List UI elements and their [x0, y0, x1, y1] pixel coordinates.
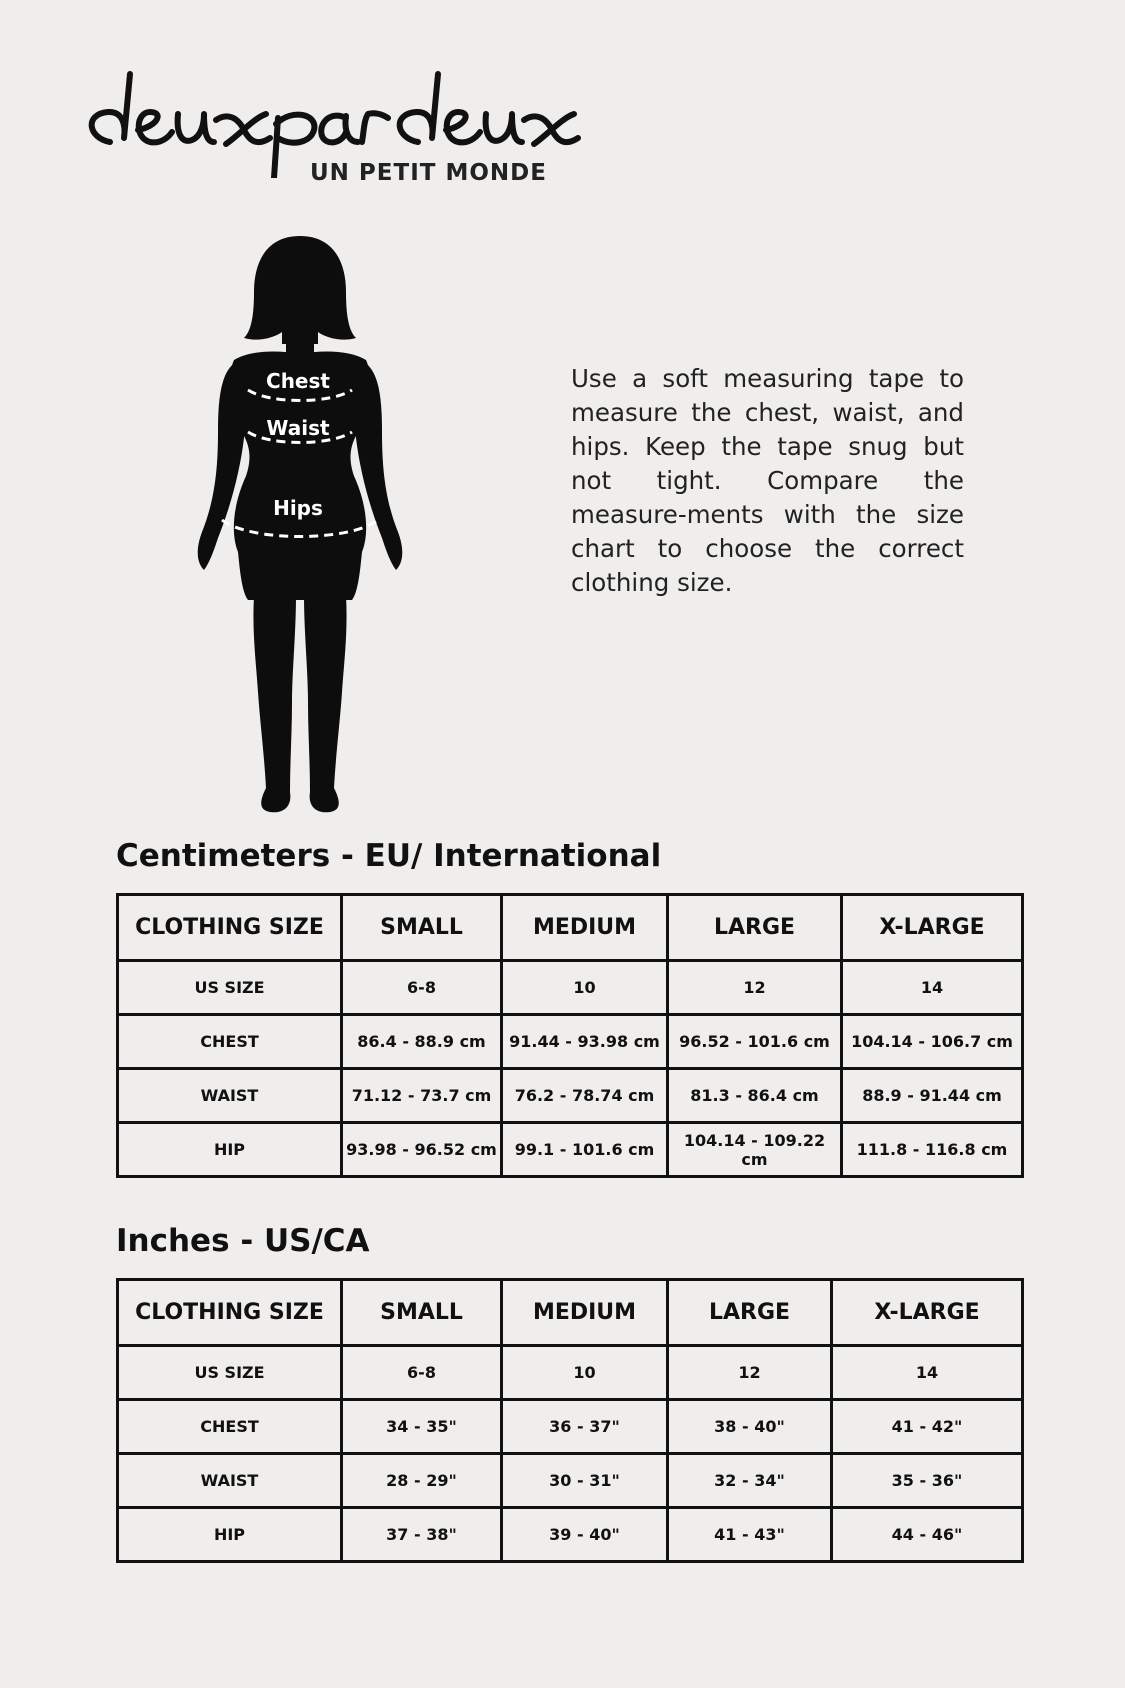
table-cell: 12 — [668, 1346, 832, 1400]
table-row — [118, 961, 1023, 1015]
header-cell: MEDIUM — [502, 895, 668, 961]
body-measurement-figure — [190, 232, 410, 817]
table-cell: 36 - 37" — [502, 1400, 668, 1454]
header-cell: MEDIUM — [502, 1280, 668, 1346]
table-cell: 10 — [502, 961, 668, 1015]
measuring-instructions: Use a soft measuring tape to measure the chest, waist, and hips. Keep the tape snug but not tight. Compare the measure-ments with the size chart to choose the correct clothing size. — [571, 364, 964, 597]
header-cell: X-LARGE — [842, 895, 1023, 961]
row-header-cell: WAIST — [118, 1454, 342, 1508]
table-cell: 35 - 36" — [832, 1454, 1023, 1508]
size-table-centimeters — [116, 893, 1024, 1178]
table-cell: 14 — [842, 961, 1023, 1015]
row-header-cell: US SIZE — [118, 961, 342, 1015]
table-row — [118, 1454, 1023, 1508]
header-cell: LARGE — [668, 1280, 832, 1346]
row-header-cell: US SIZE — [118, 1346, 342, 1400]
table-cell: 111.8 - 116.8 cm — [842, 1123, 1023, 1177]
table-cell: 30 - 31" — [502, 1454, 668, 1508]
table-cell: 44 - 46" — [832, 1508, 1023, 1562]
table-cell: 71.12 - 73.7 cm — [342, 1069, 502, 1123]
table-cell: 28 - 29" — [342, 1454, 502, 1508]
table-cell: 39 - 40" — [502, 1508, 668, 1562]
row-header-cell: HIP — [118, 1508, 342, 1562]
table-cell: 32 - 34" — [668, 1454, 832, 1508]
header-cell: CLOTHING SIZE — [118, 1280, 342, 1346]
table-cell: 86.4 - 88.9 cm — [342, 1015, 502, 1069]
table-cell: 104.14 - 109.22 cm — [668, 1123, 842, 1177]
table-header-row — [118, 895, 1023, 961]
chest-label: Chest — [266, 369, 330, 393]
header-cell: SMALL — [342, 1280, 502, 1346]
waist-label: Waist — [266, 416, 330, 440]
table-cell: 6-8 — [342, 1346, 502, 1400]
table-row — [118, 1123, 1023, 1177]
table-cell: 41 - 43" — [668, 1508, 832, 1562]
table-cell: 81.3 - 86.4 cm — [668, 1069, 842, 1123]
table-cell: 91.44 - 93.98 cm — [502, 1015, 668, 1069]
table-cell: 6-8 — [342, 961, 502, 1015]
header-cell: CLOTHING SIZE — [118, 895, 342, 961]
table-cell: 76.2 - 78.74 cm — [502, 1069, 668, 1123]
table-cell: 96.52 - 101.6 cm — [668, 1015, 842, 1069]
table-row — [118, 1400, 1023, 1454]
table-row — [118, 1015, 1023, 1069]
table-cell: 37 - 38" — [342, 1508, 502, 1562]
table-cell: 12 — [668, 961, 842, 1015]
table-row — [118, 1069, 1023, 1123]
brand-logo — [78, 68, 618, 198]
row-header-cell: CHEST — [118, 1015, 342, 1069]
table-cell: 38 - 40" — [668, 1400, 832, 1454]
table-header-row — [118, 1280, 1023, 1346]
brand-tagline: UN PETIT MONDE — [310, 160, 547, 186]
hips-label: Hips — [273, 496, 323, 520]
header-cell: SMALL — [342, 895, 502, 961]
header-cell: LARGE — [668, 895, 842, 961]
table-cell: 99.1 - 101.6 cm — [502, 1123, 668, 1177]
row-header-cell: WAIST — [118, 1069, 342, 1123]
table-cell: 10 — [502, 1346, 668, 1400]
table-cell: 93.98 - 96.52 cm — [342, 1123, 502, 1177]
table-cell: 104.14 - 106.7 cm — [842, 1015, 1023, 1069]
row-header-cell: HIP — [118, 1123, 342, 1177]
woman-silhouette-icon — [190, 232, 410, 817]
table-row — [118, 1508, 1023, 1562]
table-cell: 14 — [832, 1346, 1023, 1400]
header-cell: X-LARGE — [832, 1280, 1023, 1346]
table-cell: 34 - 35" — [342, 1400, 502, 1454]
table-title-centimeters: Centimeters - EU/ International — [116, 838, 662, 874]
table-title-inches: Inches - US/CA — [116, 1223, 370, 1259]
table-cell: 88.9 - 91.44 cm — [842, 1069, 1023, 1123]
table-cell: 41 - 42" — [832, 1400, 1023, 1454]
table-row — [118, 1346, 1023, 1400]
size-table-inches — [116, 1278, 1024, 1563]
row-header-cell: CHEST — [118, 1400, 342, 1454]
